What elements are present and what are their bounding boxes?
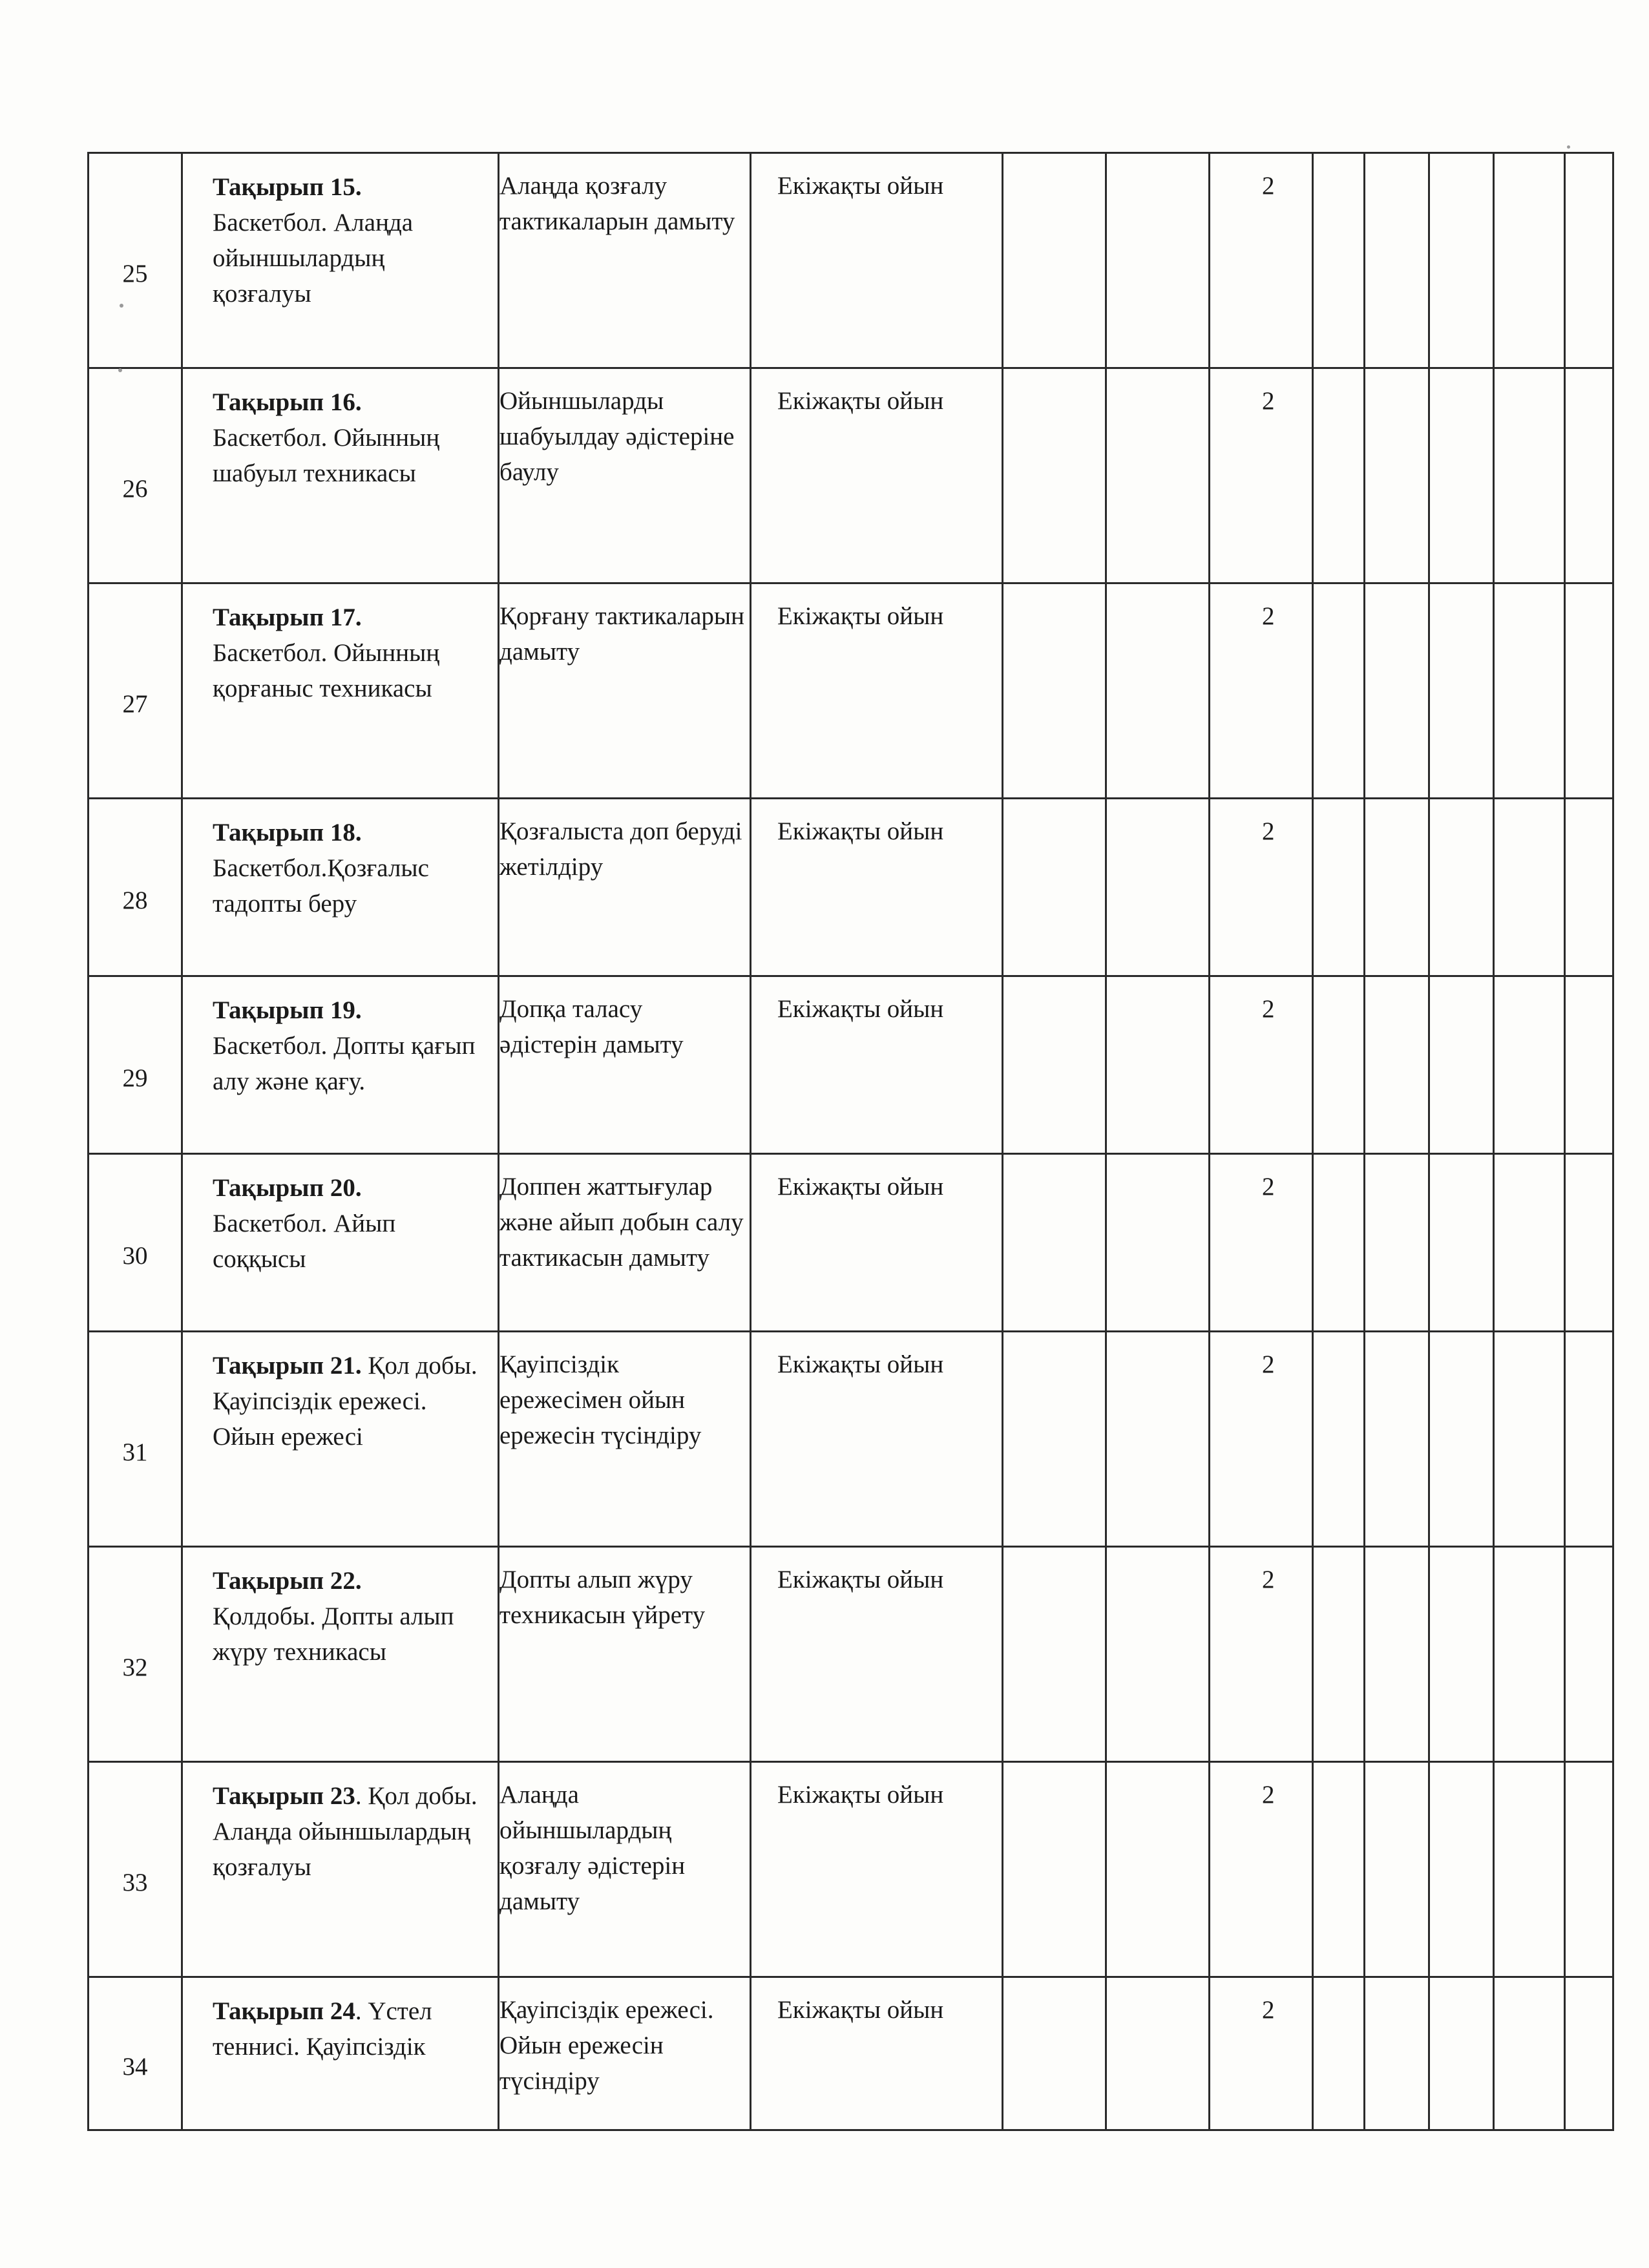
table-row — [89, 1547, 1613, 1762]
topic-text: . Үстел теннисі. Қауіпсіздік — [213, 1997, 432, 2061]
empty-cell — [1003, 1977, 1106, 2130]
empty-cell — [1565, 1332, 1613, 1547]
topic-title: Тақырып 24 — [213, 1997, 355, 2025]
empty-cell — [1003, 1332, 1106, 1547]
goal-cell: Алаңда ойыншылардың қозғалу әдістерін дамыту — [499, 1762, 751, 1977]
empty-cell — [1565, 583, 1613, 799]
topic-cell — [182, 1154, 499, 1332]
goal-cell: Қауіпсіздік ережесі. Ойын ережесін түсіндіру — [499, 1977, 751, 2130]
empty-cell — [1313, 583, 1365, 799]
empty-cell — [1003, 1154, 1106, 1332]
topic-cell — [182, 368, 499, 583]
lesson-plan-table — [87, 152, 1614, 2131]
empty-cell — [1365, 1547, 1429, 1762]
scan-speck — [118, 368, 122, 372]
table-row — [89, 583, 1613, 799]
empty-cell — [1494, 1762, 1565, 1977]
empty-cell — [1494, 1977, 1565, 2130]
form-cell: Екіжақты ойын — [751, 799, 1003, 976]
form-cell: Екіжақты ойын — [751, 153, 1003, 368]
goal-cell: Қорғану тактикаларын дамыту — [499, 583, 751, 799]
empty-cell — [1565, 153, 1613, 368]
empty-cell — [1313, 368, 1365, 583]
topic-title: Тақырып 16. — [213, 388, 362, 416]
row-number: 25 — [89, 153, 182, 368]
topic-title: Тақырып 15. — [213, 173, 362, 201]
empty-cell — [1494, 799, 1565, 976]
form-cell: Екіжақты ойын — [751, 1977, 1003, 2130]
topic-cell — [182, 1332, 499, 1547]
row-number: 32 — [89, 1547, 182, 1762]
empty-cell — [1003, 368, 1106, 583]
empty-cell — [1429, 583, 1494, 799]
hours-cell: 2 — [1210, 1332, 1313, 1547]
empty-cell — [1565, 1547, 1613, 1762]
topic-cell — [182, 1547, 499, 1762]
goal-cell: Ойыншыларды шабуылдау әдістеріне баулу — [499, 368, 751, 583]
empty-cell — [1565, 799, 1613, 976]
empty-cell — [1565, 1977, 1613, 2130]
row-number: 31 — [89, 1332, 182, 1547]
goal-cell: Допты алып жүру техникасын үйрету — [499, 1547, 751, 1762]
empty-cell — [1106, 799, 1210, 976]
hours-cell: 2 — [1210, 1762, 1313, 1977]
topic-text: Баскетбол. Алаңда ойыншылардың қозғалуы — [213, 209, 414, 308]
empty-cell — [1106, 1762, 1210, 1977]
topic-cell — [182, 153, 499, 368]
empty-cell — [1003, 583, 1106, 799]
table-row — [89, 799, 1613, 976]
empty-cell — [1003, 1762, 1106, 1977]
empty-cell — [1565, 976, 1613, 1154]
table-row — [89, 1154, 1613, 1332]
topic-cell — [182, 799, 499, 976]
empty-cell — [1565, 368, 1613, 583]
goal-cell: Қауіпсіздік ережесімен ойын ережесін түсіндіру — [499, 1332, 751, 1547]
table-row — [89, 976, 1613, 1154]
topic-text: Баскетбол. Допты қағып алу және қағу. — [213, 1032, 476, 1095]
goal-cell: Допқа таласу әдістерін дамыту — [499, 976, 751, 1154]
empty-cell — [1313, 976, 1365, 1154]
topic-cell — [182, 1762, 499, 1977]
empty-cell — [1106, 153, 1210, 368]
empty-cell — [1365, 368, 1429, 583]
topic-title: Тақырып 18. — [213, 819, 362, 846]
empty-cell — [1313, 799, 1365, 976]
row-number: 34 — [89, 1977, 182, 2130]
row-number: 28 — [89, 799, 182, 976]
empty-cell — [1365, 153, 1429, 368]
form-cell: Екіжақты ойын — [751, 1762, 1003, 1977]
topic-cell — [182, 976, 499, 1154]
row-number: 33 — [89, 1762, 182, 1977]
table-body — [89, 153, 1613, 2130]
empty-cell — [1106, 976, 1210, 1154]
empty-cell — [1429, 1154, 1494, 1332]
empty-cell — [1429, 153, 1494, 368]
empty-cell — [1313, 1332, 1365, 1547]
form-cell: Екіжақты ойын — [751, 1332, 1003, 1547]
empty-cell — [1106, 368, 1210, 583]
empty-cell — [1565, 1762, 1613, 1977]
topic-cell — [182, 583, 499, 799]
topic-text: Баскетбол. Ойынның қорғаныс техникасы — [213, 639, 440, 702]
form-cell: Екіжақты ойын — [751, 976, 1003, 1154]
empty-cell — [1429, 976, 1494, 1154]
table-row — [89, 153, 1613, 368]
form-cell: Екіжақты ойын — [751, 368, 1003, 583]
hours-cell: 2 — [1210, 976, 1313, 1154]
form-cell: Екіжақты ойын — [751, 1154, 1003, 1332]
empty-cell — [1365, 1762, 1429, 1977]
topic-title: Тақырып 22. — [213, 1567, 362, 1595]
scan-speck — [120, 304, 123, 308]
empty-cell — [1429, 368, 1494, 583]
empty-cell — [1313, 1154, 1365, 1332]
empty-cell — [1003, 153, 1106, 368]
empty-cell — [1106, 1977, 1210, 2130]
empty-cell — [1003, 1547, 1106, 1762]
empty-cell — [1429, 799, 1494, 976]
empty-cell — [1106, 1332, 1210, 1547]
topic-title: Тақырып 21. — [213, 1352, 362, 1380]
empty-cell — [1429, 1762, 1494, 1977]
empty-cell — [1365, 583, 1429, 799]
table-row — [89, 368, 1613, 583]
scan-speck — [1567, 145, 1570, 149]
empty-cell — [1494, 368, 1565, 583]
table-row — [89, 1762, 1613, 1977]
topic-text: Баскетбол. Айып соққысы — [213, 1210, 396, 1273]
topic-title: Тақырып 20. — [213, 1174, 362, 1202]
empty-cell — [1494, 583, 1565, 799]
empty-cell — [1494, 1154, 1565, 1332]
empty-cell — [1565, 1154, 1613, 1332]
hours-cell: 2 — [1210, 799, 1313, 976]
goal-cell: Қозғалыста доп беруді жетілдіру — [499, 799, 751, 976]
topic-title: Тақырып 19. — [213, 996, 362, 1024]
empty-cell — [1365, 976, 1429, 1154]
empty-cell — [1313, 1977, 1365, 2130]
hours-cell: 2 — [1210, 368, 1313, 583]
form-cell: Екіжақты ойын — [751, 1547, 1003, 1762]
empty-cell — [1429, 1547, 1494, 1762]
empty-cell — [1494, 153, 1565, 368]
topic-text: . Қол добы. Алаңда ойыншылардың қозғалуы — [213, 1782, 478, 1881]
empty-cell — [1429, 1332, 1494, 1547]
empty-cell — [1313, 1547, 1365, 1762]
goal-cell: Алаңда қозғалу тактикаларын дамыту — [499, 153, 751, 368]
row-number: 27 — [89, 583, 182, 799]
empty-cell — [1365, 799, 1429, 976]
empty-cell — [1313, 1762, 1365, 1977]
empty-cell — [1365, 1332, 1429, 1547]
empty-cell — [1429, 1977, 1494, 2130]
empty-cell — [1003, 799, 1106, 976]
empty-cell — [1003, 976, 1106, 1154]
empty-cell — [1365, 1977, 1429, 2130]
hours-cell: 2 — [1210, 1154, 1313, 1332]
hours-cell: 2 — [1210, 153, 1313, 368]
hours-cell: 2 — [1210, 1977, 1313, 2130]
topic-text: Қолдобы. Допты алып жүру техникасы — [213, 1602, 454, 1666]
row-number: 29 — [89, 976, 182, 1154]
topic-text: Баскетбол.Қозғалыс тадопты беру — [213, 854, 429, 918]
empty-cell — [1313, 153, 1365, 368]
topic-title: Тақырып 23 — [213, 1782, 355, 1810]
empty-cell — [1494, 976, 1565, 1154]
topic-text: Қол добы. Қауіпсіздік ережесі. Ойын ережесі — [213, 1352, 478, 1451]
empty-cell — [1106, 583, 1210, 799]
table-row — [89, 1332, 1613, 1547]
hours-cell: 2 — [1210, 1547, 1313, 1762]
empty-cell — [1494, 1332, 1565, 1547]
topic-cell — [182, 1977, 499, 2130]
topic-text: Баскетбол. Ойынның шабуыл техникасы — [213, 424, 440, 487]
row-number: 26 — [89, 368, 182, 583]
empty-cell — [1365, 1154, 1429, 1332]
empty-cell — [1106, 1547, 1210, 1762]
topic-title: Тақырып 17. — [213, 604, 362, 631]
empty-cell — [1106, 1154, 1210, 1332]
empty-cell — [1494, 1547, 1565, 1762]
hours-cell: 2 — [1210, 583, 1313, 799]
row-number: 30 — [89, 1154, 182, 1332]
table-row — [89, 1977, 1613, 2130]
form-cell: Екіжақты ойын — [751, 583, 1003, 799]
goal-cell: Доппен жаттығулар және айып добын салу тактикасын дамыту — [499, 1154, 751, 1332]
